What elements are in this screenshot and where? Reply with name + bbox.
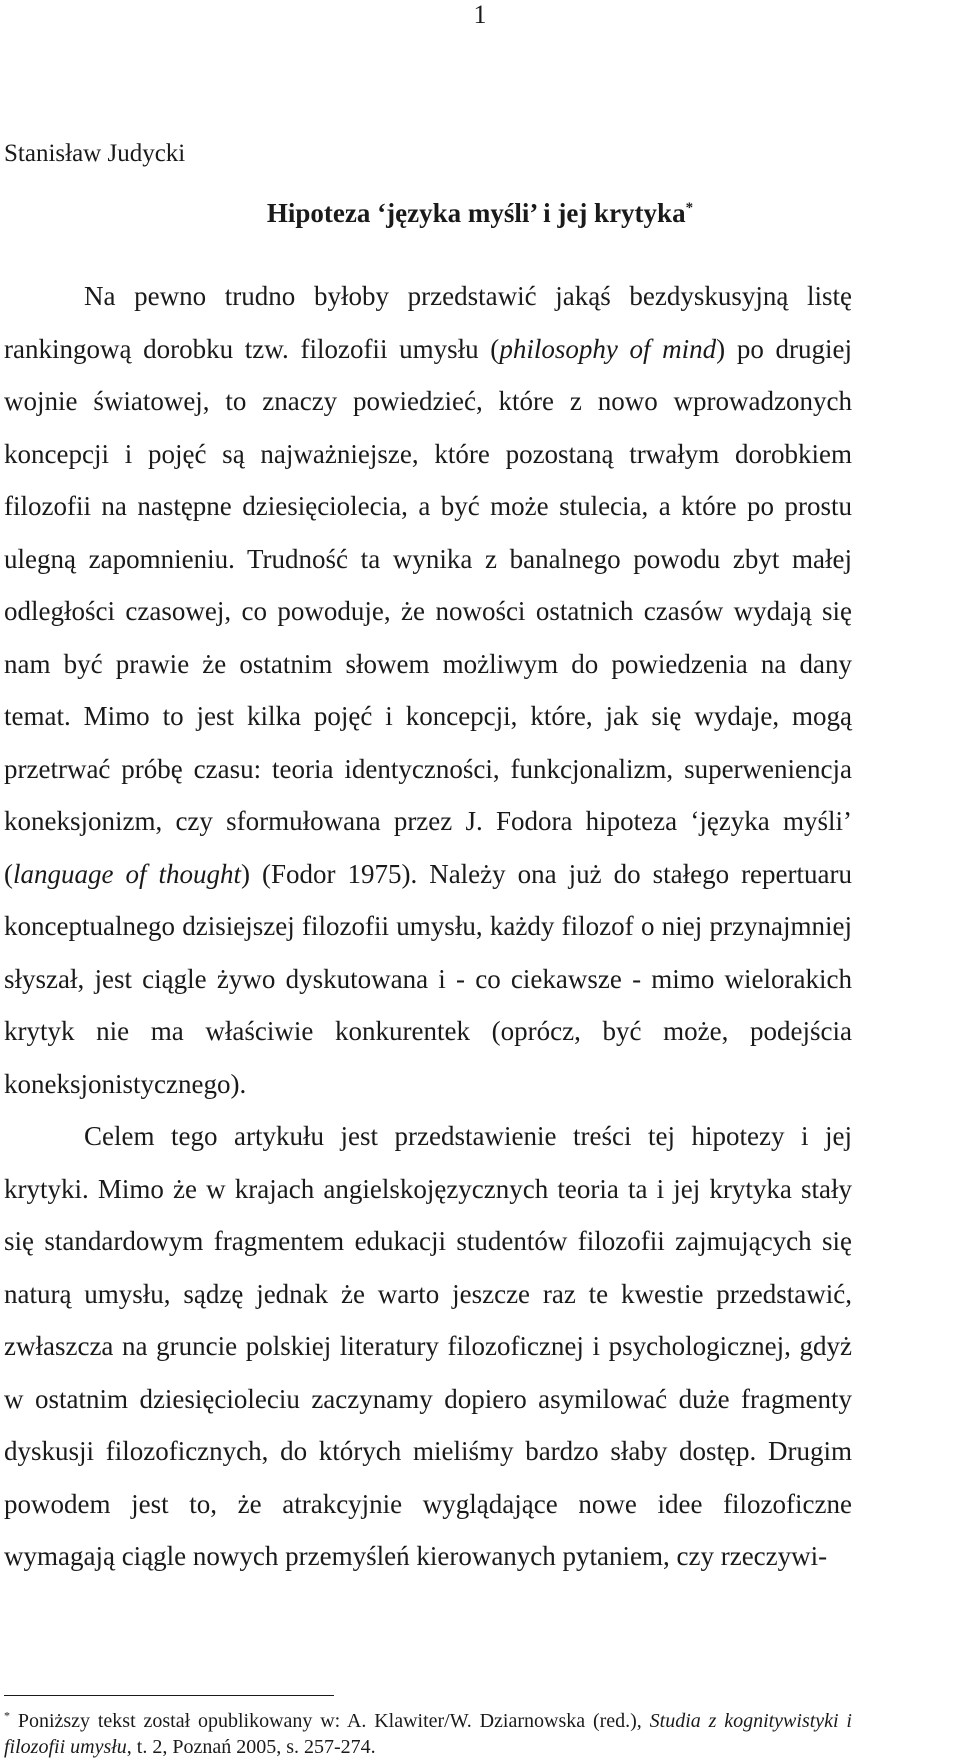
- page-number: 1: [473, 0, 487, 29]
- footnote-divider: [4, 1695, 334, 1696]
- title-footnote-mark: *: [685, 200, 694, 216]
- article-body: [4, 270, 852, 1583]
- paragraph-text: ) (Fodor 1975). Należy ona już do stałego repertuaru konceptualnego dzisiejszej filozofii umysłu, każdy filozof o niej przynajmniej słyszał, jest ciągle żywo dyskutowana i - co ciekawsze - mimo wielorakich krytyk nie ma właściwie konkurentek (oprócz, być może, podejścia koneksjonistycznego).: [4, 858, 852, 1099]
- paragraph-text: Na pewno trudno byłoby przedstawić jakąś bezdyskusyjną listę rankingową dorobku tzw. filozofii umysłu (: [4, 281, 852, 364]
- footnote-text-end: , t. 2, Poznań 2005, s. 257-274.: [126, 1736, 376, 1758]
- author-name: Stanisław Judycki: [4, 140, 186, 167]
- paragraph-italic-term: philosophy of mind: [499, 333, 717, 364]
- footnote-mark: *: [4, 1708, 10, 1723]
- paragraph-text: ) po drugiej wojnie światowej, to znaczy powiedzieć, które z nowo wprowadzonych koncepcji i pojęć są najważniejsze, które pozostaną trwałym dorobkiem filozofii na następne dziesięciolecia, a być może stulecia, a które po prostu ulegną zapomnieniu. Trudność ta wynika z banalnego powodu zbyt małej odległości czasowej, co powoduje, że nowości ostatnich czasów wydają się nam być prawie że ostatnim słowem możliwym do powiedzenia na dany temat. Mimo to jest kilka pojęć i koncepcji, które, jak się wydaje, mogą przetrwać próbę czasu: teoria identyczności, funkcjonalizm, superweniencja koneksjonizm, czy sformułowana przez J. Fodora hipoteza ‘języka myśli’ (: [4, 333, 852, 889]
- footnote: [4, 1708, 852, 1760]
- paragraph-2: [4, 1110, 852, 1583]
- footnote-italic-title: Studia z kognitywistyki i filozofii umysłu: [4, 1710, 852, 1758]
- paragraph-italic-term: language of thought: [13, 858, 241, 889]
- paragraph-text: Celem tego artykułu jest przedstawienie treści tej hipotezy i jej krytyki. Mimo że w krajach angielskojęzycznych teoria ta i jej krytyka stały się standardowym fragmentem edukacji studentów filozofii zajmujących się naturą umysłu, sądzę jednak że warto jeszcze raz te kwestie przedstawić, zwłaszcza na gruncie polskiej literatury filozoficznej i psychologicznej, gdyż w ostatnim dziesięcioleciu zaczynamy dopiero asymilować duże fragmenty dyskusji filozoficznych, do których mieliśmy bardzo słaby dostęp. Drugim powodem jest to, że atrakcyjnie wyglądające nowe idee filozoficzne wymagają ciągle nowych przemyśleń kierowanych pytaniem, czy rzeczywi-: [4, 1121, 852, 1571]
- article-title: [0, 198, 960, 229]
- paragraph-1: [4, 270, 852, 1110]
- footnote-text: Poniższy tekst został opublikowany w: A. Klawiter/W. Dziarnowska (red.),: [10, 1710, 650, 1732]
- title-text: Hipoteza ‘języka myśli’ i jej krytyka: [266, 198, 686, 228]
